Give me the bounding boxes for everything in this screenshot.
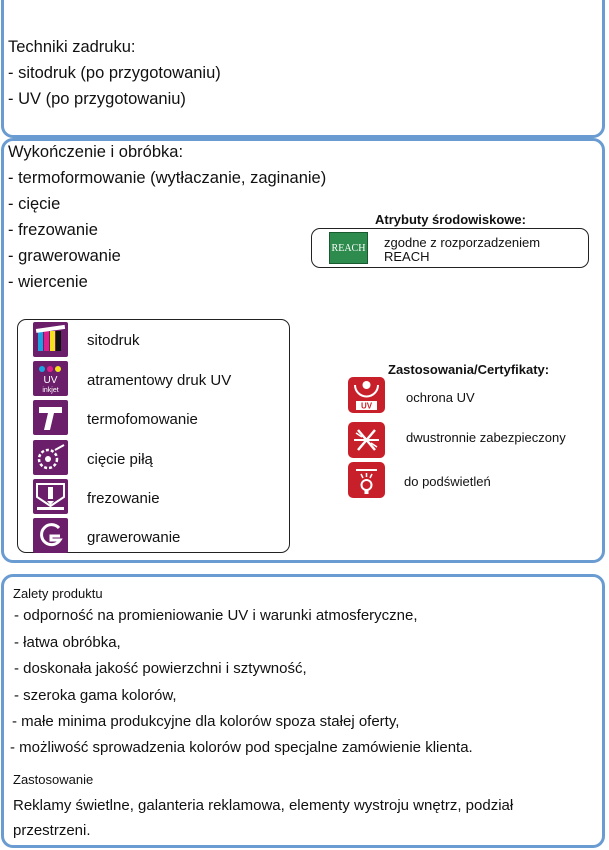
advantages-heading: Zalety produktu xyxy=(13,586,103,601)
printing-item: - sitodruk (po przygotowaniu) xyxy=(8,64,221,82)
advantage-item: - małe minima produkcyjne dla kolorów spoza stałej oferty, xyxy=(12,713,400,730)
advantage-item: - szeroka gama kolorów, xyxy=(14,687,177,704)
application-text: przestrzeni. xyxy=(13,822,91,839)
technique-label: frezowanie xyxy=(87,490,160,507)
technique-label: grawerowanie xyxy=(87,529,181,546)
uv-protection-icon-text: UV xyxy=(360,401,373,411)
finishing-item: - grawerowanie xyxy=(8,247,121,265)
advantage-item: - możliwość sprowadzenia kolorów pod specjalne zamówienie klienta. xyxy=(10,739,473,756)
uv-inkjet-icon-text: UV xyxy=(43,375,58,386)
certification-label: ochrona UV xyxy=(406,390,475,405)
finishing-item: - wiercenie xyxy=(8,273,88,291)
saw-cutting-icon xyxy=(33,440,68,475)
finishing-item: - termoformowanie (wytłaczanie, zaginanie) xyxy=(8,169,327,187)
technique-label: cięcie piłą xyxy=(87,451,153,468)
advantage-item: - odporność na promieniowanie UV i warunki atmosferyczne, xyxy=(14,607,418,624)
advantage-item: - doskonała jakość powierzchni i sztywność, xyxy=(14,660,307,677)
backlight-icon xyxy=(348,462,385,498)
certifications-heading: Zastosowania/Certyfikaty: xyxy=(388,362,550,377)
technique-label: termofomowanie xyxy=(87,411,198,428)
thermoforming-icon xyxy=(33,400,68,435)
uv-protection-icon xyxy=(348,377,385,413)
double-sided-protection-icon xyxy=(348,422,385,458)
uv-inkjet-icon-subtext: inkjet xyxy=(42,387,59,394)
reach-logo: REACH xyxy=(329,232,368,264)
engraving-icon xyxy=(33,518,68,553)
technique-label: atramentowy druk UV xyxy=(87,372,232,389)
printing-heading: Techniki zadruku: xyxy=(8,38,136,56)
printing-item: - UV (po przygotowaniu) xyxy=(8,90,186,108)
uv-inkjet-icon xyxy=(33,361,68,396)
certification-label: do podświetleń xyxy=(404,474,491,489)
reach-text: zgodne z rozporzadzeniem xyxy=(384,235,541,250)
finishing-heading: Wykończenie i obróbka: xyxy=(8,143,184,161)
advantage-item: - łatwa obróbka, xyxy=(14,634,121,651)
application-text: Reklamy świetlne, galanteria reklamowa, elementy wystroju wnętrz, podział xyxy=(13,797,514,814)
technique-label: sitodruk xyxy=(87,332,140,349)
milling-icon xyxy=(33,479,68,514)
finishing-item: - cięcie xyxy=(8,195,61,213)
environment-heading: Atrybuty środowiskowe: xyxy=(375,212,526,227)
reach-text: REACH xyxy=(384,249,430,264)
finishing-item: - frezowanie xyxy=(8,221,98,239)
screen-print-icon xyxy=(33,322,68,357)
application-heading: Zastosowanie xyxy=(13,772,94,787)
certification-label: dwustronnie zabezpieczony xyxy=(406,430,566,445)
